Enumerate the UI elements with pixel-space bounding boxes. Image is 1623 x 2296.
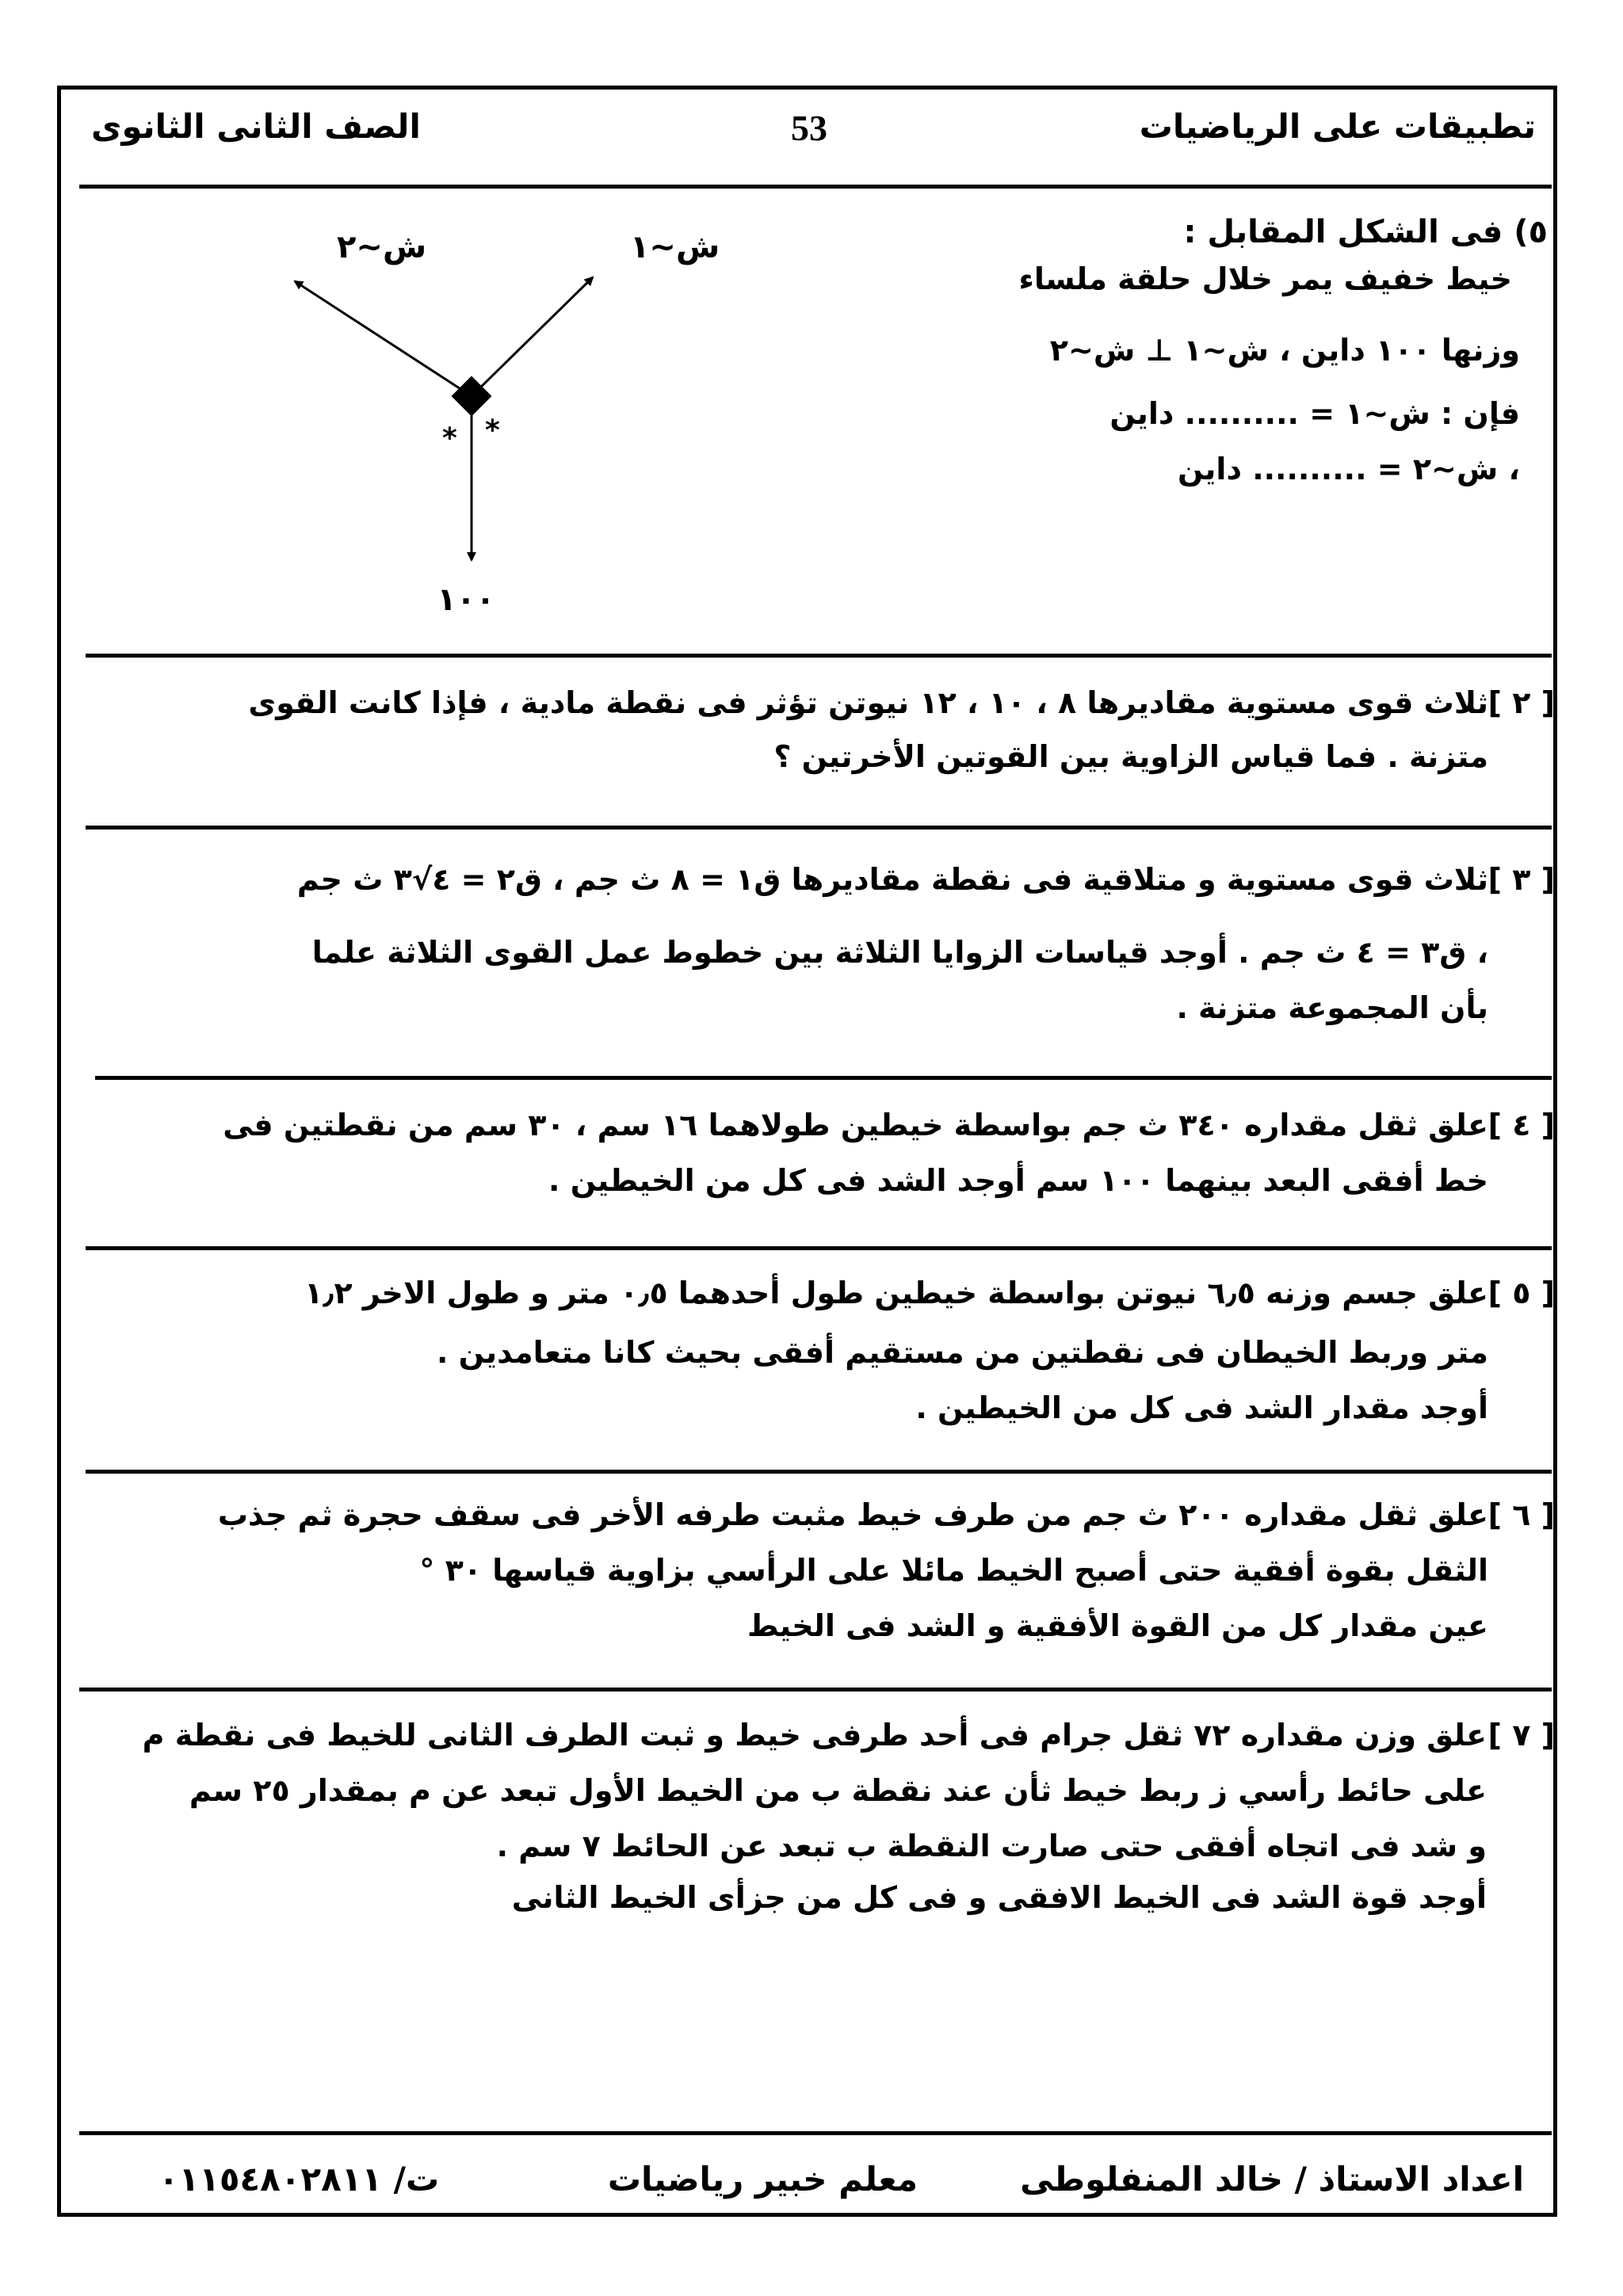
q2-line-2: متزنة . فما قياس الزاوية بين القوتين الأخرتين ؟	[773, 739, 1488, 774]
q4-number: [ ٤ ]	[1487, 1108, 1555, 1142]
q2-line-1: ثلاث قوى مستوية مقاديرها ٨ ، ١٠ ، ١٢ نيوتن تؤثر فى نقطة مادية ، فإذا كانت القوى	[248, 685, 1488, 720]
q3-number: [ ٣ ]	[1487, 862, 1555, 897]
force-f2-arrow	[295, 281, 472, 396]
header-rule	[79, 185, 1552, 189]
footer-rule	[79, 2131, 1552, 2135]
rule-4	[86, 1246, 1552, 1250]
q5-line-3: أوجد مقدار الشد فى كل من الخيطين .	[915, 1390, 1488, 1425]
q5-line-1: علق جسم وزنه ٦٫٥ نيوتن بواسطة خيطين طول أحدهما ٠٫٥ متر و طول الاخر ١٫٢	[304, 1276, 1488, 1310]
q5-number: [ ٥ ]	[1487, 1276, 1555, 1310]
book-title: تطبيقات على الرياضيات	[1139, 107, 1536, 146]
p5-line-1: خيط خفيف يمر خلال حلقة ملساء	[1018, 261, 1512, 296]
force-f1-arrow	[472, 277, 593, 396]
label-f2: ش~٢	[337, 229, 427, 265]
footer-role: معلم خبير رياضيات	[607, 2160, 918, 2199]
p5-line-3: فإن : ش~١ = .......... داين	[1109, 396, 1520, 431]
q3-line-3: بأن المجموعة متزنة .	[1176, 990, 1488, 1025]
q6-line-2: الثقل بقوة أفقية حتى أصبح الخيط مائلا على الرأسي بزاوية قياسها ٣٠ °	[419, 1553, 1488, 1588]
p5-intro: ٥) فى الشكل المقابل :	[1183, 214, 1548, 250]
q7-line-4: أوجد قوة الشد فى الخيط الافقى و فى كل من جزأى الخيط الثانى	[511, 1880, 1487, 1915]
rule-2	[86, 826, 1552, 830]
rule-3	[95, 1076, 1552, 1080]
q6-line-1: علق ثقل مقداره ٢٠٠ ث جم من طرف خيط مثبت طرفه الأخر فى سقف حجرة ثم جذب	[217, 1497, 1488, 1532]
q7-number: [ ٧ ]	[1487, 1718, 1555, 1753]
q3-line-1: ثلاث قوى مستوية و متلاقية فى نقطة مقاديرها ق١ = ٨ ث جم ، ق٢ = ٤√٣ ث جم	[296, 862, 1488, 897]
q7-line-1: علق وزن مقداره ٧٢ ثقل جرام فى أحد طرفى خيط و ثبت الطرف الثانى للخيط فى نقطة م	[142, 1718, 1487, 1753]
rule-5	[86, 1470, 1552, 1474]
footer-phone: ت/ ٠١١٥٤٨٠٢٨١١	[158, 2160, 440, 2199]
label-weight: ١٠٠	[437, 582, 495, 618]
q7-line-3: و شد فى اتجاه أفقى حتى صارت النقطة ب تبعد عن الحائط ٧ سم .	[496, 1829, 1487, 1863]
rule-6	[79, 1688, 1552, 1691]
q5-line-2: متر وربط الخيطان فى نقطتين من مستقيم أفقى بحيث كانا متعامدين .	[437, 1335, 1488, 1370]
q3-line-2: ، ق٣ = ٤ ث جم . أوجد قياسات الزوايا الثلاثة بين خطوط عمل القوى الثلاثة علما	[311, 935, 1488, 970]
p5-line-2: وزنها ١٠٠ داين ، ش~١ ⊥ ش~٢	[1049, 333, 1520, 368]
q6-number: [ ٦ ]	[1487, 1497, 1555, 1532]
grade-label: الصف الثانى الثانوى	[91, 107, 421, 146]
rule-1	[86, 654, 1552, 658]
angle-mark-left: *	[442, 422, 457, 455]
q4-line-1: علق ثقل مقداره ٣٤٠ ث جم بواسطة خيطين طولاهما ١٦ سم ، ٣٠ سم من نقطتين فى	[223, 1108, 1488, 1142]
page-number: 53	[791, 108, 827, 148]
q4-line-2: خط أفقى البعد بينهما ١٠٠ سم أوجد الشد فى كل من الخيطين .	[548, 1163, 1488, 1198]
footer-author: اعداد الاستاذ / خالد المنفلوطى	[1020, 2160, 1524, 2199]
label-f1: ش~١	[630, 229, 720, 265]
angle-mark-right: *	[485, 414, 500, 447]
q7-line-2: على حائط رأسي ز ربط خيط ثأن عند نقطة ب من الخيط الأول تبعد عن م بمقدار ٢٥ سم	[189, 1773, 1487, 1808]
force-diagram	[182, 218, 720, 630]
p5-line-4: ، ش~٢ = .......... داين	[1177, 452, 1520, 486]
q2-number: [ ٢ ]	[1487, 685, 1555, 720]
q6-line-3: عين مقدار كل من القوة الأفقية و الشد فى الخيط	[747, 1608, 1488, 1643]
